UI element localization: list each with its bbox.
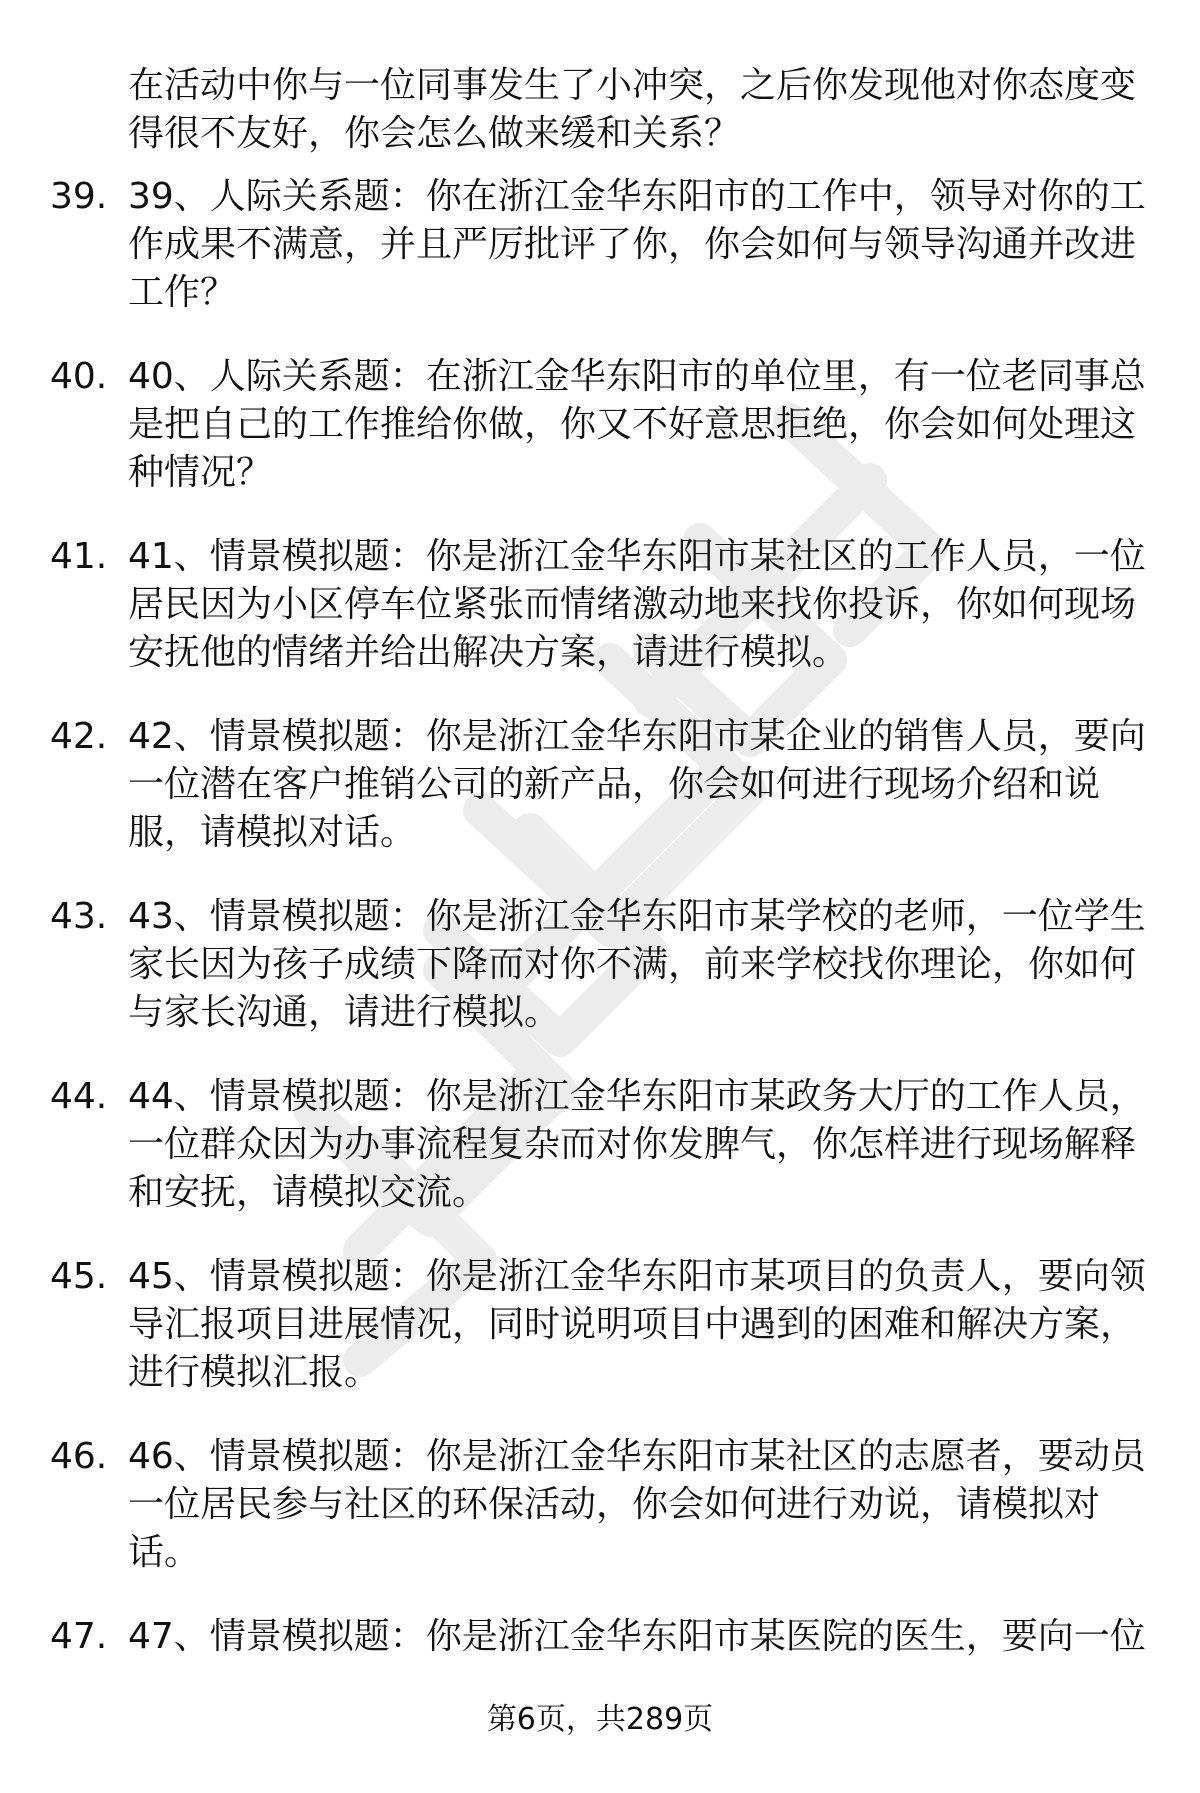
list-item [0,893,1200,1073]
list-item [0,1073,1200,1253]
question-38-continuation: 在活动中你与一位同事发生了小冲突，之后你发现他对你态度变得很不友好，你会怎么做来缓和关系？ [128,65,1137,154]
list-item [0,1253,1200,1433]
question-number: 41. [50,536,108,577]
question-list [0,173,1200,1793]
question-text: 45、情景模拟题：你是浙江金华东阳市某项目的负责人，要向领导汇报项目进展情况，同时说明项目中遇到的困难和解决方案，进行模拟汇报。 [128,1256,1146,1393]
question-text: 40、人际关系题：在浙江金华东阳市的单位里，有一位老同事总是把自己的工作推给你做，你又不好意思拒绝，你会如何处理这种情况？ [128,356,1146,493]
question-number: 47. [50,1616,108,1657]
list-item [0,173,1200,353]
list-item [0,533,1200,713]
question-number: 43. [50,896,108,937]
question-number: 40. [50,356,108,397]
question-text: 43、情景模拟题：你是浙江金华东阳市某学校的老师，一位学生家长因为孩子成绩下降而对你不满，前来学校找你理论，你如何与家长沟通，请进行模拟。 [128,896,1146,1033]
question-text: 42、情景模拟题：你是浙江金华东阳市某企业的销售人员，要向一位潜在客户推销公司的新产品，你会如何进行现场介绍和说服，请模拟对话。 [128,716,1146,853]
question-number: 44. [50,1076,108,1117]
question-number: 42. [50,716,108,757]
question-text: 46、情景模拟题：你是浙江金华东阳市某社区的志愿者，要动员一位居民参与社区的环保活动，你会如何进行劝说，请模拟对话。 [128,1436,1146,1573]
question-number: 39. [50,176,108,217]
question-text: 41、情景模拟题：你是浙江金华东阳市某社区的工作人员，一位居民因为小区停车位紧张而情绪激动地来找你投诉，你如何现场安抚他的情绪并给出解决方案，请进行模拟。 [128,536,1146,673]
question-number: 45. [50,1256,108,1297]
list-item [0,1433,1200,1613]
question-number: 46. [50,1436,108,1477]
question-text: 39、人际关系题：你在浙江金华东阳市的工作中，领导对你的工作成果不满意，并且严厉批评了你，你会如何与领导沟通并改进工作？ [128,176,1146,313]
list-item [0,713,1200,893]
page-footer: 第6页，共289页 [486,1702,714,1737]
question-text: 44、情景模拟题：你是浙江金华东阳市某政务大厅的工作人员，一位群众因为办事流程复杂而对你发脾气，你怎样进行现场解释和安抚，请模拟交流。 [128,1076,1146,1213]
list-item [0,353,1200,533]
question-text: 47、情景模拟题：你是浙江金华东阳市某医院的医生，要向一位 [128,1616,1146,1657]
